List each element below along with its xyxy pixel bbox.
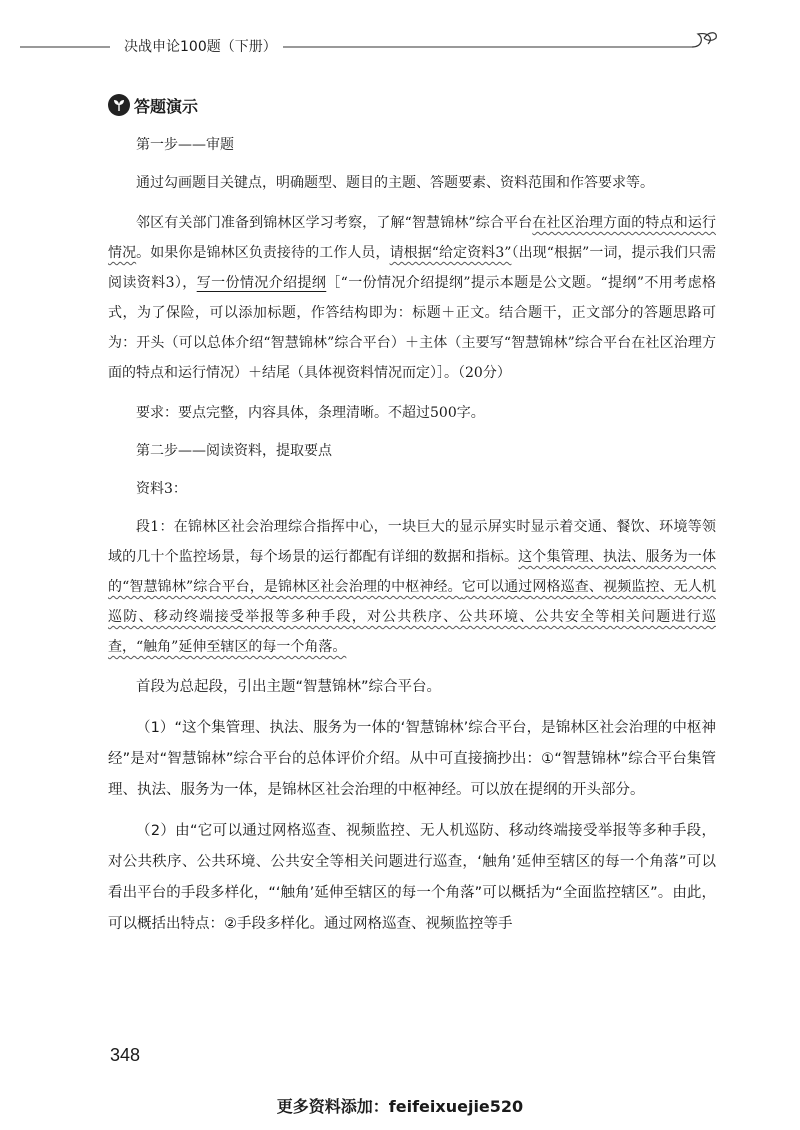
question-part: （出现“根据”一词，提示我们只需阅读资料3）， [108,245,716,291]
question-keypoint: 请根据“给定资料3” [389,245,512,261]
book-title: 决战申论100题（下册） [118,36,283,56]
question-part: 邻区有关部门准备到锦林区学习考察，了解“智慧锦林”综合平台 [136,215,533,231]
question-part: 。如果你是锦林区负责接待的工作人员， [136,245,390,261]
requirement: 要求：要点完整，内容具体，条理清晰。不超过500字。 [136,405,485,421]
section-title: 答题演示 [134,96,199,116]
page-number: 348 [110,1045,141,1065]
question-keypoint: 写一份情况介绍提纲 [196,275,327,291]
analysis-point-1: （1）“这个集管理、执法、服务为一体的‘智慧锦林’综合平台，是锦林区社会治理的中枢神经”是对“智慧锦林”综合平台的总体评价介绍。从中可直接摘抄出：①“智慧锦林”综合平台集管理、执法、服务为一体，是锦林区社会治理的中枢神经。可以放在提纲的开头部分。 [108,720,716,798]
section-heading [108,92,198,118]
question-keypoint: 在社区治理方面的特点和运行情况 [108,215,716,261]
material-part: 段1：在锦林区社会治理综合指挥中心，一块巨大的显示屏实时显示着交通、餐饮、环境等领域的几十个监控场景，每个场景的运行都配有详细的数据和指标。 [108,519,716,565]
sprout-icon [108,94,130,116]
step1-title: 第一步——审题 [136,137,234,153]
analysis-point-2: （2）由“它可以通过网格巡查、视频监控、无人机巡防、移动终端接受举报等多种手段，对公共秩序、公共环境、公共安全等相关问题进行巡查，‘触角’延伸至辖区的每一个角落”可以看出平台的手段多样化，“‘触角’延伸至辖区的每一个角落”可以概括为“全面监控辖区”。由此，可以概括出特点：②手段多样化。通过网格巡查、视频监控等手 [108,823,716,932]
material-label: 资料3： [136,481,187,497]
material-keypoint: 这个集管理、执法、服务为一体的“智慧锦林”综合平台，是锦林区社会治理的中枢神经。 [108,549,717,595]
running-header [20,30,720,60]
step2-title: 第二步——阅读资料，提取要点 [136,443,332,459]
question-part: ［“一份情况介绍提纲”提示本题是公文题。“提纲”不用考虑格式，为了保险，可以添加标题，作答结构即为：标题＋正文。结合题干，正文部分的答题思路可为：开头（可以总体介绍“智慧锦林”综合平台）＋主体（主要写“智慧锦林”综合平台在社区治理方面的特点和运行情况）＋结尾（具体视资料情况而定）］。（20分） [108,275,716,381]
page-content [108,130,716,950]
material-keypoint: 它可以通过网格巡查、视频监控、无人机巡防、移动终端接受举报等多种手段，对公共秩序、公共环境、公共安全等相关问题进行巡查，“触角”延伸至辖区的每一个角落。 [108,579,716,655]
footer-note: 更多资料添加：feifeixuejie520 [276,1097,524,1116]
material-paragraph [108,512,716,662]
step1-intro: 通过勾画题目关键点，明确题型、题目的主题、答题要素、资料范围和作答要求等。 [136,175,654,191]
analysis-intro: 首段为总起段，引出主题“智慧锦林”综合平台。 [136,679,442,695]
question-paragraph [108,208,716,388]
